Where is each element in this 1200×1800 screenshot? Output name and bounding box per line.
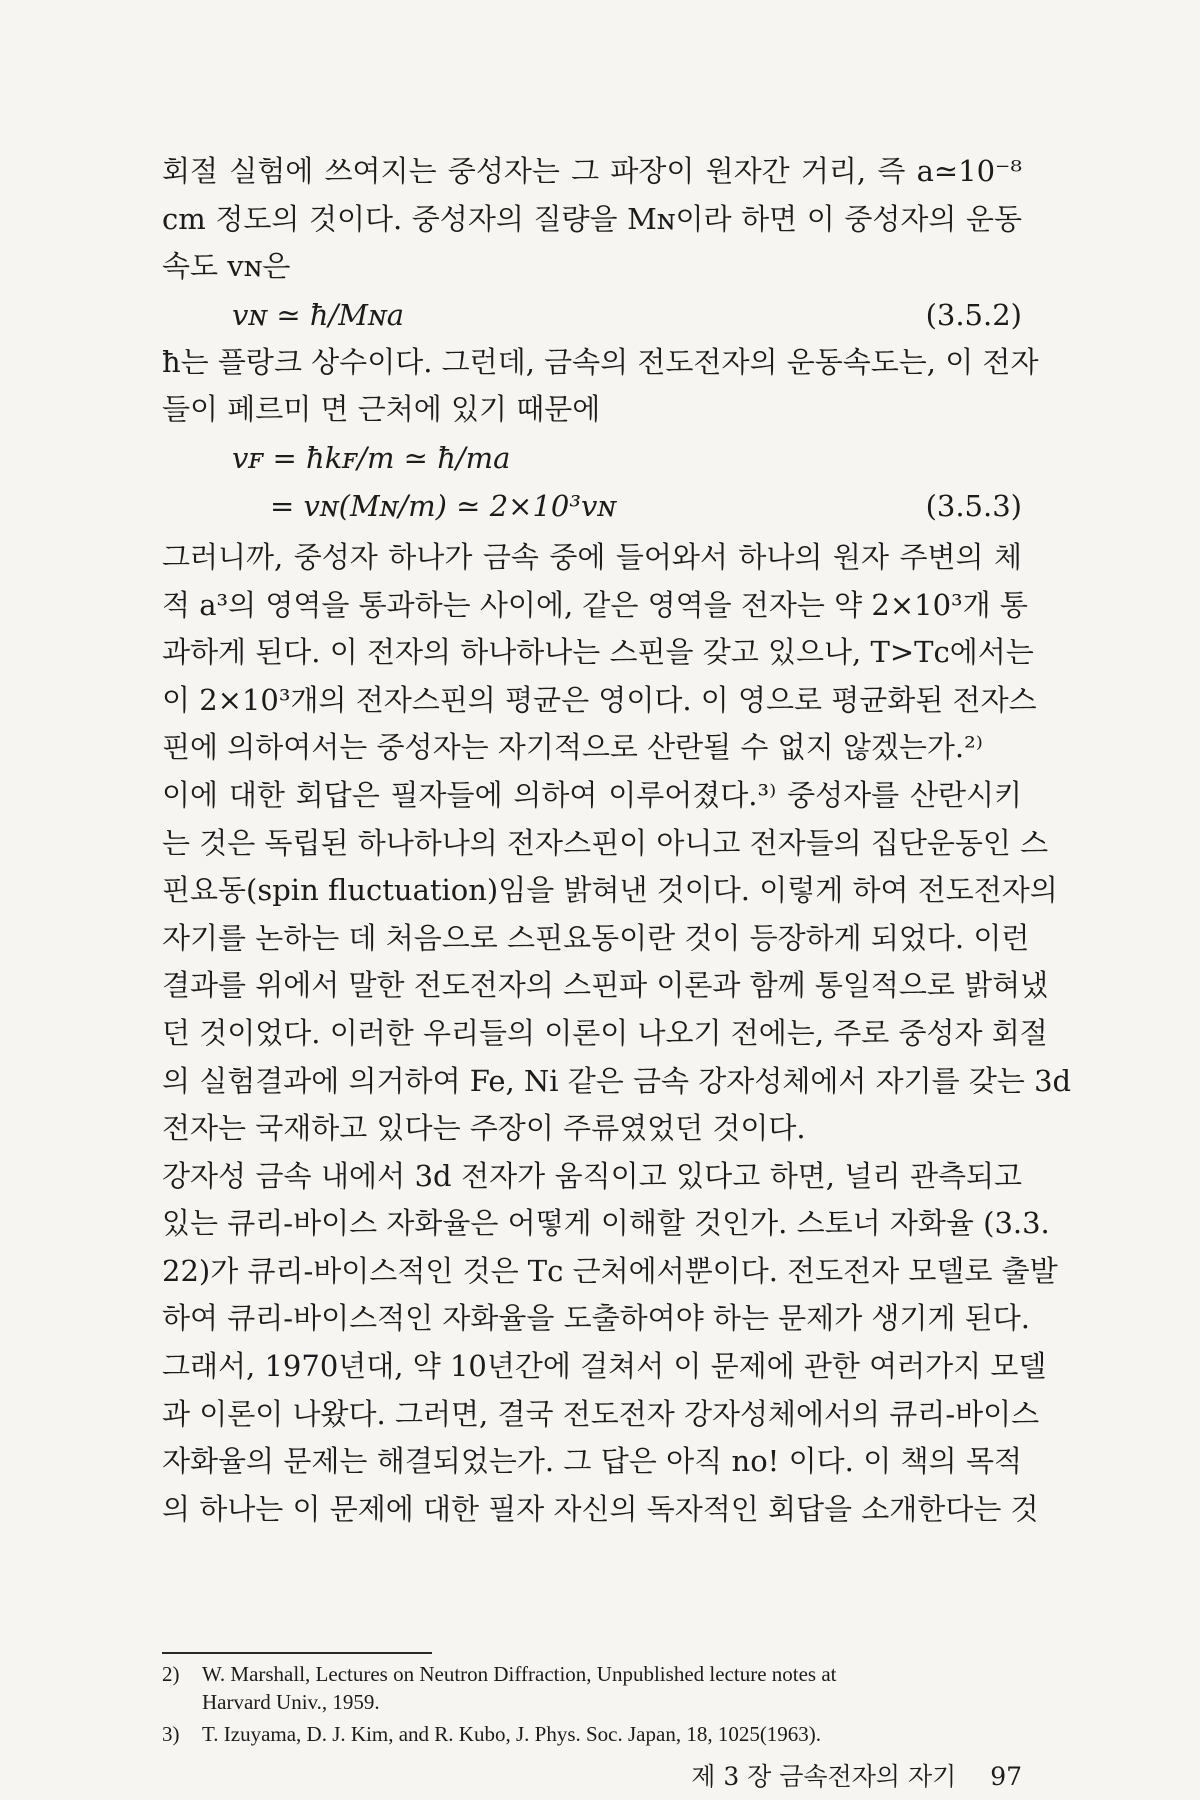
text-line: 던 것이었다. 이러한 우리들의 이론이 나오기 전에는, 주로 중성자 회절: [162, 1015, 1048, 1050]
text-line: 결과를 위에서 말한 전도전자의 스핀파 이론과 함께 통일적으로 밝혀냈: [162, 968, 1049, 1003]
footnote-mark: 3): [162, 1722, 180, 1746]
footnote-3: [162, 1720, 1022, 1748]
text-line: 적 a³의 영역을 통과하는 사이에, 같은 영역을 전자는 약 2×10³개 통: [162, 587, 1028, 622]
footnote-mark: 2): [162, 1662, 180, 1686]
footnote-text: Harvard Univ., 1959.: [202, 1690, 380, 1714]
text-line: 하여 큐리-바이스적인 자화율을 도출하여야 하는 문제가 생기게 된다.: [162, 1301, 1030, 1336]
text-line: 이 2×10³개의 전자스핀의 평균은 영이다. 이 영으로 평균화된 전자스: [162, 682, 1037, 717]
text-line: 전자는 국재하고 있다는 주장이 주류였었던 것이다.: [162, 1111, 806, 1146]
text-line: 과하게 된다. 이 전자의 하나하나는 스핀을 갖고 있으나, T>Tᴄ에서는: [162, 635, 1034, 670]
running-footer: [162, 1762, 1022, 1792]
paragraph-2: [162, 339, 1039, 434]
equation-number: (3.5.2): [925, 297, 1022, 332]
equation-3-5-3-line-1: [162, 434, 1022, 482]
footnote-2: [162, 1660, 1022, 1716]
page-body: [162, 148, 1072, 1533]
text-line: 강자성 금속 내에서 3d 전자가 움직이고 있다고 하면, 널리 관측되고: [162, 1158, 1022, 1193]
page-number: 97: [990, 1762, 1022, 1791]
text-line: 핀에 의하여서는 중성자는 자기적으로 산란될 수 없지 않겠는가.²⁾: [162, 730, 983, 765]
footnote-rule: [162, 1652, 432, 1654]
text-line: 들이 페르미 면 근처에 있기 때문에: [162, 392, 601, 427]
text-line: ħ는 플랑크 상수이다. 그런데, 금속의 전도전자의 운동속도는, 이 전자: [162, 344, 1039, 379]
equation-3-5-2: [162, 291, 1022, 339]
text-line: 자기를 논하는 데 처음으로 스핀요동이란 것이 등장하게 되었다. 이런: [162, 920, 1030, 955]
text-line: cm 정도의 것이다. 중성자의 질량을 Mɴ이라 하면 이 중성자의 운동: [162, 201, 1022, 236]
paragraph-5: [162, 1153, 1058, 1534]
text-line: 속도 vɴ은: [162, 249, 291, 284]
text-line: 그래서, 1970년대, 약 10년간에 걸쳐서 이 문제에 관한 여러가지 모델: [162, 1349, 1047, 1384]
equation-3-5-3-line-2: [162, 482, 1022, 530]
text-line: 의 실험결과에 의거하여 Fe, Ni 같은 금속 강자성체에서 자기를 갖는 3d: [162, 1063, 1072, 1098]
text-line: 과 이론이 나왔다. 그러면, 결국 전도전자 강자성체에서의 큐리-바이스: [162, 1396, 1040, 1431]
chapter-title: 제 3 장 금속전자의 자기: [691, 1762, 957, 1791]
footnote-text: T. Izuyama, D. J. Kim, and R. Kubo, J. Phys. Soc. Japan, 18, 1025(1963).: [202, 1722, 822, 1746]
text-line: 자화율의 문제는 해결되었는가. 그 답은 아직 no! 이다. 이 책의 목적: [162, 1444, 1022, 1479]
text-line: 이에 대한 회답은 필자들에 의하여 이루어졌다.³⁾ 중성자를 산란시키: [162, 777, 1022, 812]
text-line: 있는 큐리-바이스 자화율은 어떻게 이해할 것인가. 스토너 자화율 (3.3.: [162, 1206, 1050, 1241]
paragraph-3: [162, 534, 1037, 772]
equation-expression: vɴ ≃ ħ/Mɴa: [232, 297, 405, 332]
text-line: 그러니까, 중성자 하나가 금속 중에 들어와서 하나의 원자 주변의 체: [162, 539, 1022, 574]
text-line: 회절 실험에 쓰여지는 중성자는 그 파장이 원자간 거리, 즉 a≃10⁻⁸: [162, 154, 1022, 188]
text-line: 는 것은 독립된 하나하나의 전자스핀이 아니고 전자들의 집단운동인 스: [162, 825, 1049, 860]
text-line: 22)가 큐리-바이스적인 것은 Tᴄ 근처에서뿐이다. 전도전자 모델로 출발: [162, 1253, 1058, 1288]
equation-expression: = vɴ(Mɴ/m) ≃ 2×10³vɴ: [270, 488, 617, 523]
footnotes: [162, 1652, 1022, 1752]
text-line: 의 하나는 이 문제에 대한 필자 자신의 독자적인 회답을 소개한다는 것: [162, 1491, 1039, 1526]
equation-expression: vꜰ = ħkꜰ/m ≃ ħ/ma: [232, 440, 511, 475]
paragraph-1: [162, 148, 1022, 291]
equation-number: (3.5.3): [925, 488, 1022, 523]
paragraph-4: [162, 772, 1072, 1153]
footnote-text: W. Marshall, Lectures on Neutron Diffraction, Unpublished lecture notes at: [202, 1662, 837, 1686]
text-line: 핀요동(spin fluctuation)임을 밝혀낸 것이다. 이렇게 하여 전도전자의: [162, 873, 1058, 908]
